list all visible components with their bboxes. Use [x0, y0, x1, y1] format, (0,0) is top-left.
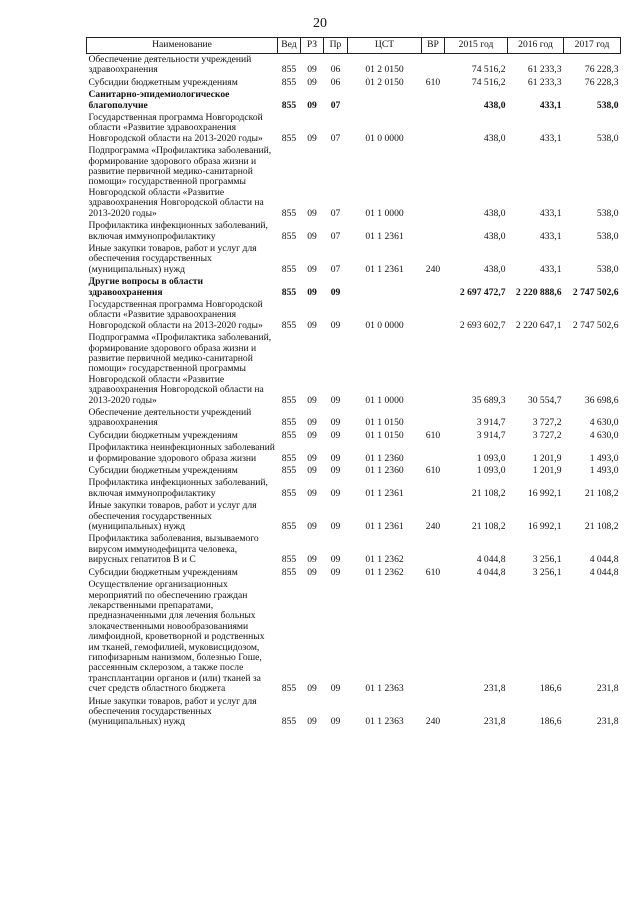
table-row	[87, 220, 621, 243]
cell-vr: 240	[425, 716, 441, 728]
cell-cst: 01 1 2361	[365, 521, 404, 533]
cell-2017: 4 044,8	[589, 554, 619, 566]
cell-2015: 231,8	[483, 716, 506, 728]
cell-2017: 538,0	[596, 207, 619, 219]
table-row	[87, 299, 621, 332]
cell-name: Профилактика неинфекционных заболеваний и формирование здорового образа жизни	[88, 442, 275, 464]
cell-cst: 01 1 0000	[365, 207, 404, 219]
cell-vr	[422, 579, 445, 695]
cell-2015: 438,0	[483, 99, 506, 111]
cell-vr: 610	[425, 429, 441, 441]
table-row	[87, 696, 621, 729]
cell-pr: 07	[330, 207, 341, 219]
cell-2017: 36 698,6	[584, 394, 619, 406]
cell-2015: 3 914,7	[476, 417, 506, 429]
cell-vr	[422, 145, 445, 220]
cell-2016: 3 727,2	[532, 417, 562, 429]
cell-rz: 09	[307, 429, 317, 441]
cell-2016: 30 554,7	[527, 394, 562, 406]
cell-cst: 01 1 2360	[365, 465, 404, 477]
cell-2015: 21 108,2	[471, 521, 506, 533]
cell-vr	[422, 442, 445, 465]
cell-2016: 433,1	[539, 207, 562, 219]
cell-name: Субсидии бюджетным учреждениям	[88, 465, 238, 477]
cell-ved: 855	[281, 263, 297, 275]
budget-table	[86, 37, 621, 729]
cell-pr: 07	[330, 263, 341, 275]
cell-vr	[422, 54, 445, 77]
cell-name: Профилактика инфекционных заболеваний, включая иммунопрофилактику	[88, 477, 268, 499]
header-2016: 2016 год	[508, 38, 564, 54]
cell-2017: 538,0	[596, 230, 619, 242]
cell-rz: 09	[307, 286, 317, 298]
cell-2016: 3 727,2	[532, 429, 562, 441]
cell-name: Иные закупки товаров, работ и услуг для обеспечения государственных (муниципальных) нужд	[88, 695, 257, 728]
cell-ved: 855	[281, 452, 297, 464]
table-row	[87, 500, 621, 533]
cell-2016: 1 201,9	[532, 465, 562, 477]
cell-rz: 09	[307, 465, 317, 477]
cell-2016: 433,1	[539, 99, 562, 111]
cell-ved: 855	[281, 64, 297, 76]
cell-2017: 538,0	[596, 263, 619, 275]
cell-cst: 01 1 2361	[365, 487, 404, 499]
cell-cst: 01 1 2361	[365, 263, 404, 275]
cell-2015: 1 093,0	[476, 452, 506, 464]
cell-vr	[422, 112, 445, 145]
cell-2016: 3 256,1	[532, 554, 562, 566]
table-row	[87, 332, 621, 407]
table-row	[87, 430, 621, 442]
cell-rz: 09	[307, 716, 317, 728]
cell-pr: 09	[330, 417, 341, 429]
cell-ved: 855	[281, 99, 297, 111]
cell-2017: 21 108,2	[584, 487, 619, 499]
cell-2017: 1 493,0	[589, 452, 619, 464]
cell-cst: 01 1 0150	[365, 417, 404, 429]
cell-vr	[422, 220, 445, 243]
cell-vr	[422, 332, 445, 407]
table-row	[87, 465, 621, 477]
cell-rz: 09	[307, 207, 317, 219]
header-vr: ВР	[422, 38, 445, 54]
cell-rz: 09	[307, 566, 317, 578]
cell-pr: 09	[330, 394, 341, 406]
cell-pr: 07	[330, 99, 341, 111]
header-cst: ЦСТ	[348, 38, 422, 54]
cell-vr	[422, 407, 445, 430]
cell-pr: 07	[330, 230, 341, 242]
cell-ved: 855	[281, 521, 297, 533]
cell-name: Субсидии бюджетным учреждениям	[88, 76, 238, 88]
cell-ved: 855	[281, 230, 297, 242]
cell-rz: 09	[307, 394, 317, 406]
cell-2015: 21 108,2	[471, 487, 506, 499]
cell-cst: 01 0 0000	[365, 319, 404, 331]
cell-2015: 438,0	[483, 230, 506, 242]
cell-name: Обеспечение деятельности учреждений здравоохранения	[88, 54, 252, 76]
cell-2015: 2 693 602,7	[459, 319, 506, 331]
cell-name: Осуществление организационных мероприятий по обеспечению граждан лекарственными препаратами, предназначенными для лечения больных злокачественными новообразованиями лимфоидной, кроветворной и родственных им тканей, гемофилией, муковисцидозом, гипофизарным нанизмом, болезнью Гоше, рассеянным склерозом, а также после трансплантации органов и (или) тканей за счет средств областного бюджета	[88, 579, 265, 695]
cell-cst: 01 1 2362	[365, 554, 404, 566]
table-row	[87, 442, 621, 465]
cell-2015: 74 516,2	[471, 64, 506, 76]
cell-2017: 2 747 502,6	[572, 286, 619, 298]
table-row	[87, 89, 621, 112]
table-row	[87, 533, 621, 566]
cell-name: Санитарно-эпидемиологическое благополучие	[88, 89, 230, 111]
cell-ved: 855	[281, 417, 297, 429]
table-row	[87, 567, 621, 579]
cell-vr: 610	[425, 76, 441, 88]
cell-2017: 2 747 502,6	[572, 319, 619, 331]
table-row	[87, 243, 621, 276]
cell-2016: 16 992,1	[527, 487, 562, 499]
cell-cst: 01 1 2363	[365, 716, 404, 728]
cell-rz: 09	[307, 452, 317, 464]
cell-2017: 21 108,2	[584, 521, 619, 533]
cell-2016: 1 201,9	[532, 452, 562, 464]
table-row	[87, 407, 621, 430]
cell-2016: 433,1	[539, 263, 562, 275]
cell-cst: 01 1 2361	[365, 230, 404, 242]
cell-2017: 4 044,8	[589, 566, 619, 578]
cell-2015: 231,8	[483, 683, 506, 695]
table-row	[87, 145, 621, 220]
cell-rz: 09	[307, 487, 317, 499]
cell-rz: 09	[307, 64, 317, 76]
cell-pr: 09	[330, 521, 341, 533]
cell-ved: 855	[281, 716, 297, 728]
cell-name: Субсидии бюджетным учреждениям	[88, 429, 238, 441]
cell-2015: 4 044,8	[476, 554, 506, 566]
cell-2016: 61 233,3	[527, 64, 562, 76]
cell-2015: 438,0	[483, 132, 506, 144]
cell-2016: 186,6	[539, 683, 562, 695]
cell-pr: 09	[330, 566, 341, 578]
cell-name: Государственная программа Новгородской области «Развитие здравоохранения Новгородской области на 2013-2020 годы»	[88, 112, 263, 144]
cell-2016: 433,1	[539, 230, 562, 242]
cell-name: Подпрограмма «Профилактика заболеваний, формирование здорового образа жизни и развитие первичной медико-санитарной помощи» государственной программы Новгородской области «Развитие здравоохранения Новгородской области на 2013-2020 годы»	[88, 332, 272, 406]
table-row	[87, 54, 621, 77]
cell-2015: 4 044,8	[476, 566, 506, 578]
cell-vr	[422, 477, 445, 500]
cell-2017: 231,8	[596, 716, 619, 728]
cell-pr: 09	[330, 429, 341, 441]
cell-ved: 855	[281, 554, 297, 566]
cell-2015: 1 093,0	[476, 465, 506, 477]
cell-2017: 76 228,3	[584, 76, 619, 88]
cell-vr: 610	[425, 465, 441, 477]
cell-pr: 09	[330, 452, 341, 464]
cell-cst	[348, 89, 422, 112]
cell-cst: 01 1 2360	[365, 452, 404, 464]
cell-pr: 09	[330, 554, 341, 566]
table-header-row	[87, 38, 621, 54]
cell-2015: 438,0	[483, 207, 506, 219]
cell-name: Государственная программа Новгородской области «Развитие здравоохранения Новгородской области на 2013-2020 годы»	[88, 298, 263, 331]
cell-cst: 01 2 0150	[365, 64, 404, 76]
cell-ved: 855	[281, 566, 297, 578]
cell-cst: 01 0 0000	[365, 132, 404, 144]
cell-ved: 855	[281, 319, 297, 331]
header-2017: 2017 год	[564, 38, 621, 54]
cell-2017: 538,0	[596, 99, 619, 111]
cell-2017: 1 493,0	[589, 465, 619, 477]
cell-rz: 09	[307, 132, 317, 144]
cell-2015: 438,0	[483, 263, 506, 275]
header-ved: Вед	[278, 38, 301, 54]
cell-2016: 186,6	[539, 716, 562, 728]
cell-2017: 76 228,3	[584, 64, 619, 76]
cell-pr: 09	[330, 465, 341, 477]
cell-2016: 3 256,1	[532, 566, 562, 578]
cell-rz: 09	[307, 683, 317, 695]
cell-name: Профилактика инфекционных заболеваний, включая иммунопрофилактику	[88, 220, 268, 242]
header-name: Наименование	[87, 38, 278, 54]
cell-2016: 2 220 647,1	[515, 319, 562, 331]
cell-ved: 855	[281, 487, 297, 499]
cell-rz: 09	[307, 263, 317, 275]
cell-name: Другие вопросы в области здравоохранения	[88, 276, 203, 298]
cell-pr: 06	[330, 76, 341, 88]
cell-name: Подпрограмма «Профилактика заболеваний, формирование здорового образа жизни и развитие первичной медико-санитарной помощи» государственной программы Новгородской области «Развитие здравоохранения Новгородской области на 2013-2020 годы»	[88, 145, 272, 219]
cell-pr: 09	[330, 716, 341, 728]
cell-cst	[348, 276, 422, 299]
cell-2015: 74 516,2	[471, 76, 506, 88]
cell-2016: 61 233,3	[527, 76, 562, 88]
cell-rz: 09	[307, 99, 317, 111]
cell-ved: 855	[281, 132, 297, 144]
cell-name: Профилактика заболевания, вызываемого вирусом иммунодефицита человека, вирусных гепатитов В и С	[88, 533, 259, 566]
cell-2017: 4 630,0	[589, 429, 619, 441]
cell-2015: 2 697 472,7	[459, 286, 506, 298]
cell-rz: 09	[307, 417, 317, 429]
cell-vr: 240	[425, 263, 441, 275]
cell-2015: 35 689,3	[471, 394, 506, 406]
cell-name: Субсидии бюджетным учреждениям	[88, 566, 238, 578]
table-row	[87, 579, 621, 695]
header-rz: РЗ	[301, 38, 324, 54]
cell-2017: 538,0	[596, 132, 619, 144]
header-pr: Пр	[324, 38, 348, 54]
table-row	[87, 477, 621, 500]
cell-name: Иные закупки товаров, работ и услуг для обеспечения государственных (муниципальных) нужд	[88, 242, 257, 275]
cell-cst: 01 1 0000	[365, 394, 404, 406]
header-2015: 2015 год	[445, 38, 508, 54]
cell-pr: 06	[330, 64, 341, 76]
cell-cst: 01 2 0150	[365, 76, 404, 88]
cell-pr: 09	[330, 319, 341, 331]
page-number: 20	[313, 16, 327, 31]
cell-rz: 09	[307, 554, 317, 566]
table-body	[87, 54, 621, 729]
cell-2016: 433,1	[539, 132, 562, 144]
cell-pr: 07	[330, 132, 341, 144]
cell-2016: 16 992,1	[527, 521, 562, 533]
cell-ved: 855	[281, 286, 297, 298]
cell-cst: 01 1 2362	[365, 566, 404, 578]
cell-ved: 855	[281, 465, 297, 477]
cell-vr	[422, 276, 445, 299]
cell-rz: 09	[307, 230, 317, 242]
cell-ved: 855	[281, 76, 297, 88]
table-row	[87, 77, 621, 89]
cell-rz: 09	[307, 76, 317, 88]
cell-2016: 2 220 888,6	[515, 286, 562, 298]
cell-pr: 09	[330, 487, 341, 499]
cell-pr: 09	[330, 286, 341, 298]
cell-pr: 09	[330, 683, 341, 695]
cell-rz: 09	[307, 319, 317, 331]
cell-2015: 3 914,7	[476, 429, 506, 441]
cell-cst: 01 1 2363	[365, 683, 404, 695]
table-row	[87, 112, 621, 145]
cell-ved: 855	[281, 429, 297, 441]
cell-2017: 231,8	[596, 683, 619, 695]
cell-name: Иные закупки товаров, работ и услуг для обеспечения государственных (муниципальных) нужд	[88, 500, 257, 533]
cell-vr	[422, 533, 445, 566]
cell-2017: 4 630,0	[589, 417, 619, 429]
cell-rz: 09	[307, 521, 317, 533]
cell-vr: 240	[425, 521, 441, 533]
cell-ved: 855	[281, 207, 297, 219]
cell-ved: 855	[281, 683, 297, 695]
cell-cst: 01 1 0150	[365, 429, 404, 441]
cell-ved: 855	[281, 394, 297, 406]
cell-vr	[422, 299, 445, 332]
cell-vr	[422, 89, 445, 112]
table-row	[87, 276, 621, 299]
cell-name: Обеспечение деятельности учреждений здравоохранения	[88, 407, 252, 429]
cell-vr: 610	[425, 566, 441, 578]
